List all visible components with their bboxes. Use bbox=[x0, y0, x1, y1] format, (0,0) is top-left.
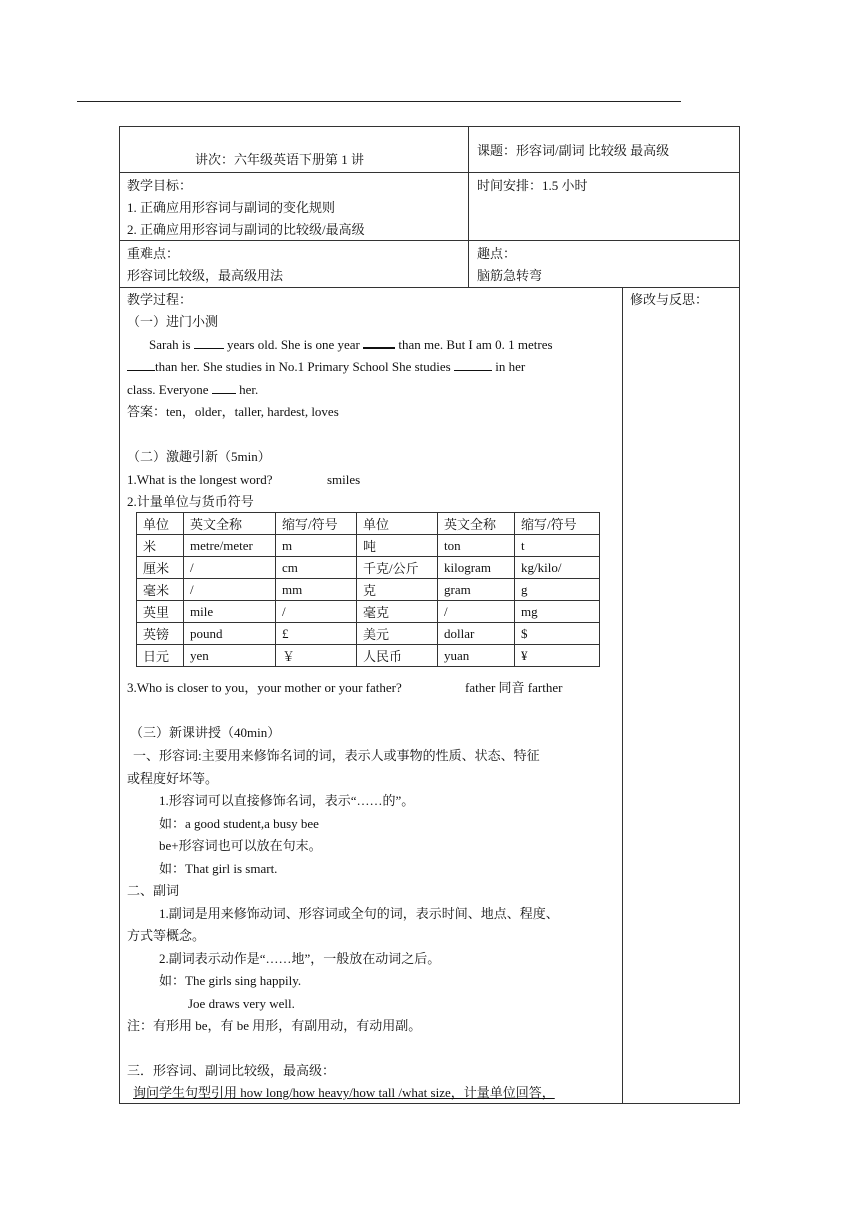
riddle-question: 1.What is the longest word? bbox=[127, 472, 273, 487]
table-row bbox=[137, 557, 600, 579]
units-table-header bbox=[137, 513, 600, 535]
quiz-blank bbox=[127, 359, 155, 371]
quiz-text: in her bbox=[495, 359, 526, 374]
table-cell: 米 bbox=[137, 535, 184, 557]
riddle-answer: smiles bbox=[327, 472, 361, 487]
row-divider-3 bbox=[119, 287, 740, 288]
objective-item: 1. 正确应用形容词与副词的变化规则 bbox=[127, 200, 336, 215]
table-cell: mile bbox=[184, 601, 276, 623]
table-cell: kg/kilo/ bbox=[515, 557, 600, 579]
table-cell: 厘米 bbox=[137, 557, 184, 579]
table-cell: 千克/公斤 bbox=[357, 557, 438, 579]
table-header-cell: 缩写/符号 bbox=[515, 513, 600, 535]
table-cell: gram bbox=[438, 579, 515, 601]
adverb-definition-cont: 方式等概念。 bbox=[127, 928, 206, 943]
quiz-text: years old. She is one year bbox=[227, 337, 360, 352]
table-cell: / bbox=[276, 601, 357, 623]
adverb-definition: 1.副词是用来修饰动词、形容词或全句的词，表示时间、地点、程度、 bbox=[159, 906, 559, 921]
objectives-title: 教学目标： bbox=[127, 178, 193, 193]
table-cell: yen bbox=[184, 645, 276, 667]
table-cell: 人民币 bbox=[357, 645, 438, 667]
quiz-line-3 bbox=[127, 382, 258, 398]
table-cell: t bbox=[515, 535, 600, 557]
table-cell: ￥ bbox=[276, 645, 357, 667]
difficulty-title: 重难点： bbox=[127, 246, 180, 261]
table-cell: 英里 bbox=[137, 601, 184, 623]
header-rule bbox=[77, 101, 681, 102]
table-cell: g bbox=[515, 579, 600, 601]
section2-title: （二）激趣引新（5min） bbox=[127, 449, 271, 464]
quiz-blank bbox=[212, 382, 236, 394]
table-row bbox=[137, 601, 600, 623]
adjective-definition: 一、形容词:主要用来修饰名词的词，表示人或事物的性质、状态、特征 bbox=[133, 748, 540, 763]
table-cell: cm bbox=[276, 557, 357, 579]
table-cell: / bbox=[184, 557, 276, 579]
table-cell: 吨 bbox=[357, 535, 438, 557]
difficulty-text: 形容词比较级，最高级用法 bbox=[127, 268, 284, 283]
adverb-title: 二、副词 bbox=[127, 883, 180, 898]
table-cell: 英镑 bbox=[137, 623, 184, 645]
units-heading: 2.计量单位与货币符号 bbox=[127, 494, 254, 509]
table-cell: m bbox=[276, 535, 357, 557]
adverb-example-1: 如：The girls sing happily. bbox=[159, 973, 302, 988]
table-header-cell: 缩写/符号 bbox=[276, 513, 357, 535]
comparison-text: 询问学生句型引用 how long/how heavy/how tall /what size，计量单位回答， bbox=[133, 1085, 555, 1100]
table-cell: / bbox=[184, 579, 276, 601]
section3-title: （三）新课讲授（40min） bbox=[130, 725, 281, 740]
adverb-rule-2: 2.副词表示动作是“……地”，一般放在动词之后。 bbox=[159, 951, 441, 966]
table-header-cell: 英文全称 bbox=[184, 513, 276, 535]
quiz-text: class. Everyone bbox=[127, 382, 209, 397]
header-column-divider bbox=[468, 126, 469, 287]
table-cell: 毫克 bbox=[357, 601, 438, 623]
quiz-answer: 答案：ten，older，taller, hardest, loves bbox=[127, 404, 339, 419]
table-cell: mm bbox=[276, 579, 357, 601]
quiz-blank bbox=[363, 336, 395, 349]
adverb-example-2: Joe draws very well. bbox=[188, 996, 295, 1011]
adjective-definition-cont: 或程度好坏等。 bbox=[127, 771, 219, 786]
section1-title: （一）进门小测 bbox=[127, 314, 219, 329]
table-row bbox=[137, 645, 600, 667]
table-cell: pound bbox=[184, 623, 276, 645]
table-row bbox=[137, 535, 600, 557]
table-cell: dollar bbox=[438, 623, 515, 645]
quiz-text: than her. She studies in No.1 Primary School She studies bbox=[155, 359, 451, 374]
adjective-example-1: 如：a good student,a busy bee bbox=[159, 816, 319, 831]
fun-text: 脑筋急转弯 bbox=[477, 268, 543, 283]
lesson-label: 讲次：六年级英语下册第 1 讲 bbox=[195, 152, 365, 167]
table-cell: 日元 bbox=[137, 645, 184, 667]
process-title: 教学过程： bbox=[127, 292, 193, 307]
table-cell: 克 bbox=[357, 579, 438, 601]
closer-answer: father 同音 farther bbox=[465, 680, 563, 695]
table-cell: £ bbox=[276, 623, 357, 645]
table-cell: yuan bbox=[438, 645, 515, 667]
table-row bbox=[137, 623, 600, 645]
table-cell: 毫米 bbox=[137, 579, 184, 601]
table-header-cell: 单位 bbox=[137, 513, 184, 535]
quiz-text: Sarah is bbox=[149, 337, 191, 352]
reflection-title: 修改与反思： bbox=[630, 292, 709, 307]
table-cell: 美元 bbox=[357, 623, 438, 645]
row-divider-2 bbox=[119, 240, 740, 241]
quiz-text: than me. But I am 0. 1 metres bbox=[398, 337, 553, 352]
adjective-rule-1: 1.形容词可以直接修饰名词，表示“……的”。 bbox=[159, 793, 415, 808]
adjective-rule-2: be+形容词也可以放在句末。 bbox=[159, 838, 322, 853]
time-label: 时间安排：1.5 小时 bbox=[477, 178, 588, 193]
fun-title: 趣点： bbox=[477, 246, 517, 261]
table-cell: metre/meter bbox=[184, 535, 276, 557]
usage-note: 注：有形用 be，有 be 用形，有副用动，有动用副。 bbox=[127, 1018, 422, 1033]
quiz-blank bbox=[454, 359, 492, 371]
table-cell: kilogram bbox=[438, 557, 515, 579]
quiz-text: her. bbox=[239, 382, 259, 397]
table-row bbox=[137, 579, 600, 601]
adjective-example-2: 如：That girl is smart. bbox=[159, 861, 278, 876]
table-cell: $ bbox=[515, 623, 600, 645]
table-header-cell: 英文全称 bbox=[438, 513, 515, 535]
objective-item: 2. 正确应用形容词与副词的比较级/最高级 bbox=[127, 222, 365, 237]
table-cell: ton bbox=[438, 535, 515, 557]
units-table bbox=[136, 512, 600, 667]
topic-label: 课题：形容词/副词 比较级 最高级 bbox=[477, 143, 670, 158]
quiz-blank bbox=[194, 337, 224, 349]
table-header-cell: 单位 bbox=[357, 513, 438, 535]
row-divider-1 bbox=[119, 172, 740, 173]
reflection-column-divider bbox=[622, 287, 623, 1104]
quiz-line-2 bbox=[127, 359, 525, 375]
closer-question: 3.Who is closer to you，your mother or your father? bbox=[127, 680, 402, 695]
comparison-title: 三．形容词、副词比较级，最高级： bbox=[127, 1063, 336, 1078]
quiz-line-1 bbox=[149, 336, 553, 353]
table-cell: ¥ bbox=[515, 645, 600, 667]
table-cell: mg bbox=[515, 601, 600, 623]
table-cell: / bbox=[438, 601, 515, 623]
